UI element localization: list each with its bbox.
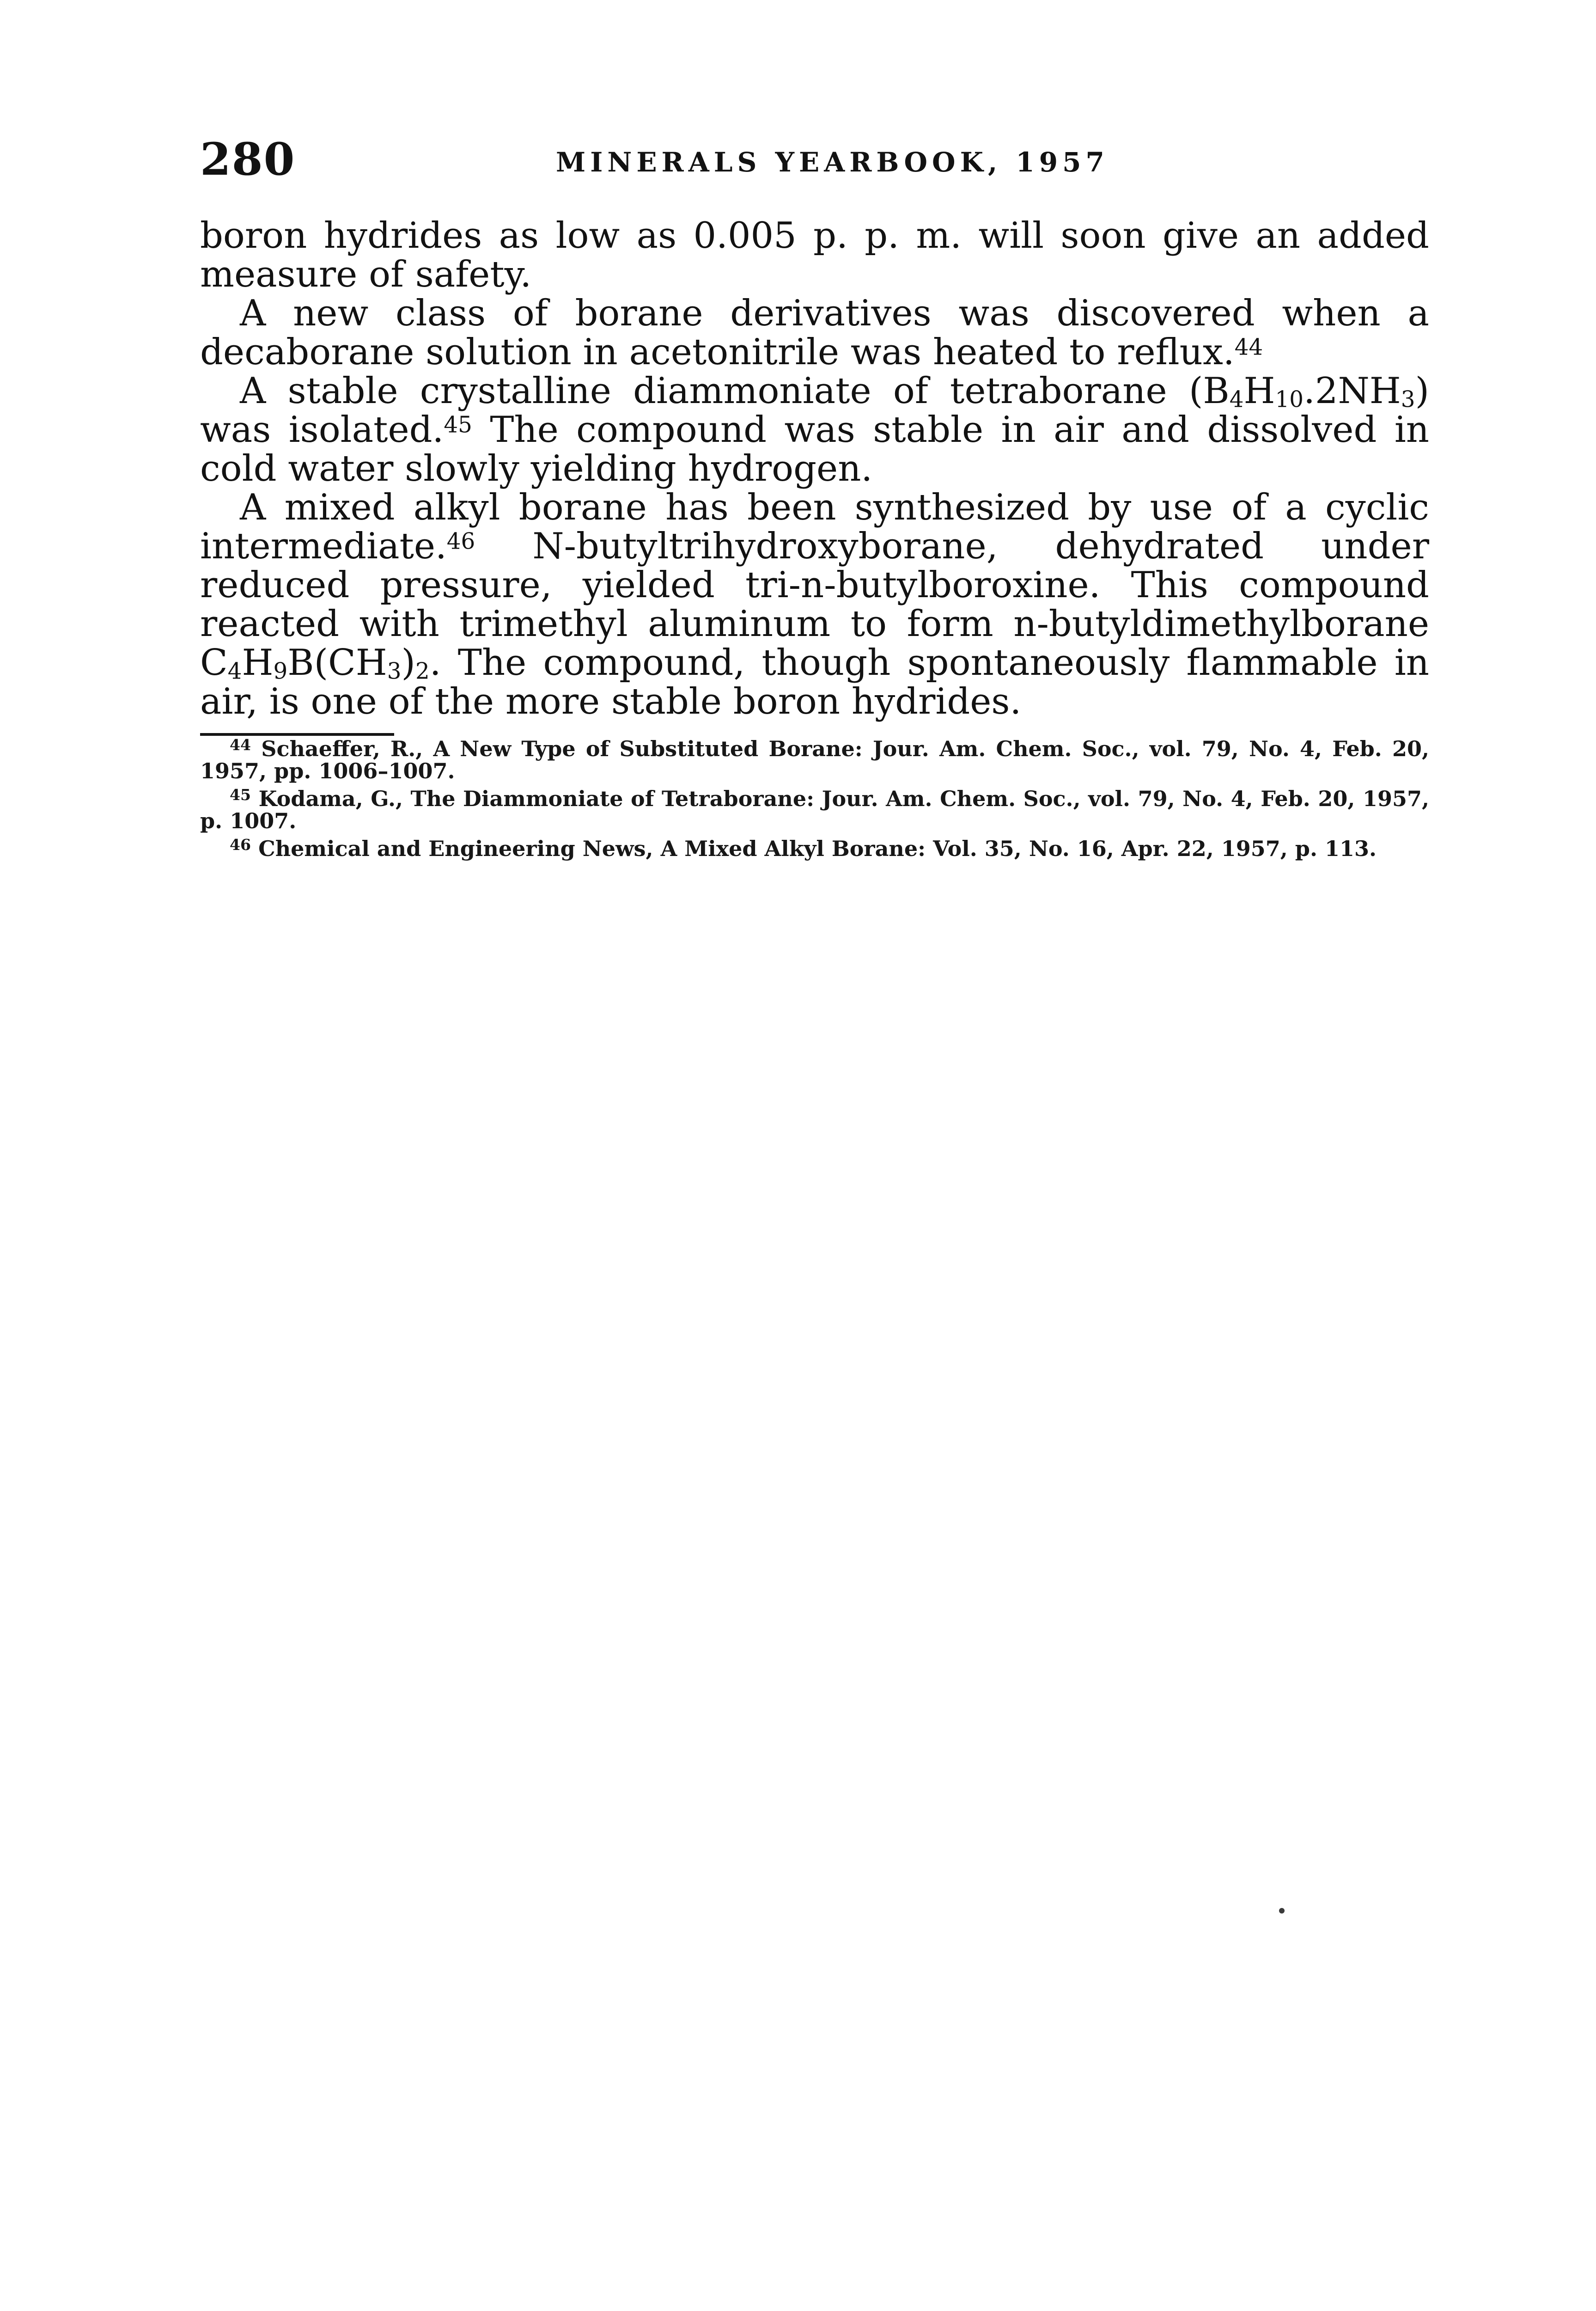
formula-h: H bbox=[1243, 370, 1275, 412]
formula-b: B bbox=[1203, 370, 1230, 412]
formula-methyl-subscript: 3 bbox=[387, 658, 402, 685]
paragraph-alkyl-borane-text-start: A mixed alkyl borane has been synthesized by use of a cyclic intermediate. bbox=[200, 487, 1429, 567]
footnotes bbox=[200, 735, 1429, 865]
footnote-reference-46: 46 bbox=[446, 528, 475, 555]
footnote-text-46: Chemical and Engineering News, A Mixed Alkyl Borane: Vol. 35, No. 16, Apr. 22, 1957, p. 113. bbox=[251, 836, 1377, 861]
footnote-number-44: 44 bbox=[230, 735, 251, 754]
paragraph-decaborane-text: A new class of borane derivatives was discovered when a decaborane solution in acetonitrile was heated to reflux. bbox=[200, 293, 1429, 373]
formula-methyl-group: B(CH bbox=[287, 642, 387, 684]
footnote-number-45: 45 bbox=[230, 785, 251, 804]
scan-speck bbox=[1279, 1908, 1285, 1914]
paragraph-alkyl-borane-text-end: . The compound, though spontaneously flammable in air, is one of the more stable boron hydrides. bbox=[200, 642, 1429, 722]
paragraph-alkyl-borane bbox=[200, 488, 1429, 721]
formula-outer-subscript: 2 bbox=[415, 658, 430, 685]
footnote-reference-44: 44 bbox=[1234, 334, 1263, 361]
paragraph-tetraborane bbox=[200, 372, 1429, 488]
formula-h-subscript: 9 bbox=[273, 658, 288, 685]
footnote-text-45: Kodama, G., The Diammoniate of Tetraborane: Jour. Am. Chem. Soc., vol. 79, No. 4, Feb. 20, 1957, p. 1007. bbox=[200, 786, 1429, 833]
butyldimethylborane-formula bbox=[200, 642, 430, 684]
running-head: MINERALS YEARBOOK, 1957 bbox=[556, 147, 1109, 178]
paragraph-decaborane bbox=[200, 294, 1429, 372]
main-text bbox=[200, 216, 1429, 721]
footnote-45 bbox=[200, 785, 1429, 833]
paragraph-alkyl-borane-text-middle: N-butyltrihydroxyborane, dehydrated under reduced pressure, yielded tri-n-butylboroxine. This compound reacted with trimethyl aluminum to form n-butyldimethylborane bbox=[200, 526, 1429, 645]
footnote-reference-45: 45 bbox=[444, 412, 472, 438]
formula-nh-subscript: 3 bbox=[1401, 386, 1415, 413]
formula-c: C bbox=[200, 642, 228, 684]
formula-close-parenthesis: ) bbox=[401, 642, 415, 684]
page-number: 280 bbox=[200, 133, 296, 185]
formula-b-subscript: 4 bbox=[1229, 386, 1244, 413]
footnote-44 bbox=[200, 735, 1429, 783]
footnote-text-44: Schaeffer, R., A New Type of Substituted Borane: Jour. Am. Chem. Soc., vol. 79, No. 4, Feb. 20, 1957, pp. 1006–1007. bbox=[200, 736, 1429, 783]
formula-h: H bbox=[242, 642, 274, 684]
tetraborane-diammoniate-formula bbox=[1203, 370, 1415, 412]
formula-h-subscript: 10 bbox=[1275, 386, 1304, 413]
paragraph-tetraborane-text-start: A stable crystalline diammoniate of tetraborane ( bbox=[240, 370, 1203, 412]
page-header bbox=[200, 132, 1109, 196]
footnote-divider bbox=[200, 733, 394, 736]
formula-middle: .2NH bbox=[1304, 370, 1401, 412]
paragraph-tetraborane-text-end: The compound was stable in air and dissolved in cold water slowly yielding hydrogen. bbox=[200, 409, 1429, 489]
footnote-46 bbox=[200, 835, 1429, 861]
paragraph-continued: boron hydrides as low as 0.005 p. p. m. will soon give an added measure of safety. bbox=[200, 215, 1429, 295]
footnote-number-46: 46 bbox=[230, 835, 251, 854]
formula-c-subscript: 4 bbox=[227, 658, 242, 685]
paragraph-tetraborane-text-middle: ) was isolated. bbox=[200, 370, 1429, 451]
